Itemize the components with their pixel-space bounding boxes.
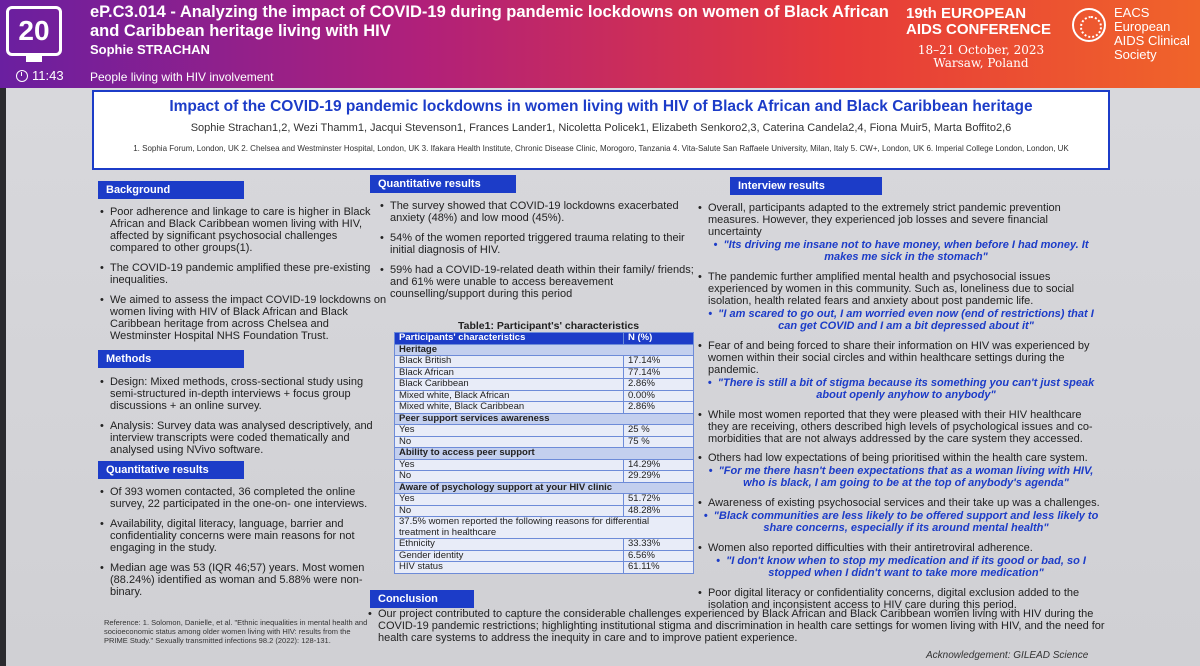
- methods-heading: Methods: [98, 350, 244, 368]
- table-header-row: [395, 333, 694, 345]
- bullet: • Poor adherence and linkage to care is higher in Black African and Black Caribbean women living with HIV, affected by significant psychosocial challenges compared to other groups(1).: [98, 206, 388, 254]
- table-row: [395, 436, 694, 448]
- table-row: [395, 562, 694, 574]
- table-cell-label: Gender identity: [395, 550, 624, 562]
- table-cell-label: Heritage: [395, 344, 694, 356]
- bullet: • 59% had a COVID-19-related death within their family/ friends; and 61% were unable to access bereavement counselling/support during this period: [378, 264, 694, 300]
- interview-bullet: • Women also reported difficulties with their antiretroviral adherence.: [696, 542, 1104, 554]
- table-cell-label: Yes: [395, 494, 624, 506]
- bullet: • The COVID-19 pandemic amplified these pre-existing inequalities.: [98, 262, 388, 286]
- conclusion-paragraph: • Our project contributed to capture the considerable challenges experienced by Black African and Black Caribbean women living with HIV during the COVID-19 pandemic restrictions; highlighting institutional stigma and discrimination in health care settings for women living with HIV, and the need for health care systems to address the inequity in care and to improve patient experience.: [366, 608, 1106, 644]
- talk-track: People living with HIV involvement: [90, 70, 274, 84]
- conference-name: 19th EUROPEAN AIDS CONFERENCE: [906, 5, 1052, 38]
- interview-quote: • "I don't know when to stop my medication and if its good or bad, so I stopped when I didn't want to take more medication": [696, 555, 1104, 579]
- interview-text: [696, 202, 1104, 618]
- poster-affiliations: 1. Sophia Forum, London, UK 2. Chelsea and Westminster Hospital, London, UK 3. Ifakara Health Institute, Chronic Disease Clinic, Morogoro, Tanzania 4. Vita-Salute San Raffaele University, Milan, Italy 5. CW+, London, UK 6. Imperial College London, London, UK: [133, 144, 1069, 153]
- table-row: [395, 448, 694, 460]
- table-cell-label: Yes: [395, 425, 624, 437]
- table-cell-value: 25 %: [624, 425, 694, 437]
- table-row: [395, 425, 694, 437]
- table-row: [395, 494, 694, 506]
- table-header-label: Participants' characteristics: [395, 333, 624, 345]
- table-row: [395, 390, 694, 402]
- table-cell-label: Black African: [395, 367, 624, 379]
- eacs-logo-icon: [1072, 8, 1106, 42]
- table-cell-label: Mixed white, Black Caribbean: [395, 402, 624, 414]
- table-cell-label: Yes: [395, 459, 624, 471]
- table-cell-label: Ethnicity: [395, 539, 624, 551]
- poster-authors: Sophie Strachan1,2, Wezi Thamm1, Jacqui Stevenson1, Frances Lander1, Nicoletta Policek1, Elizabeth Senkoro2,3, Caterina Candela2,4, Fiona Muir5, Marta Boffito2,6: [190, 122, 1012, 134]
- table-row: [395, 471, 694, 483]
- table-cell-value: 61.11%: [624, 562, 694, 574]
- poster: [6, 88, 1200, 666]
- table-header-value: N (%): [624, 333, 694, 345]
- table-cell-value: 14.29%: [624, 459, 694, 471]
- quant-mid-text: [378, 200, 694, 308]
- table-cell-value: 75 %: [624, 436, 694, 448]
- conclusion-heading: Conclusion: [370, 590, 474, 608]
- table-row: [395, 505, 694, 517]
- table-row: [395, 517, 694, 539]
- talk-title: eP.C3.014 - Analyzing the impact of COVID-19 during pandemic lockdowns on women of Black African and Caribbean heritage living with HIV: [90, 3, 889, 40]
- interview-bullet: • Awareness of existing psychosocial services and their take up was a challenges.: [696, 497, 1104, 509]
- table-cell-label: No: [395, 505, 624, 517]
- table-cell-label: Ability to access peer support: [395, 448, 694, 460]
- interview-bullet: • The pandemic further amplified mental health and psychosocial issues experienced by women in this community. Such as, loneliness due to social isolation, health related fears and anxiety about post pandemic life.: [696, 271, 1104, 307]
- table-cell-label: Black Caribbean: [395, 379, 624, 391]
- table-cell-value: 6.56%: [624, 550, 694, 562]
- table-cell-label: Aware of psychology support at your HIV clinic: [395, 482, 694, 494]
- bullet: • We aimed to assess the impact COVID-19 lockdowns on women living with HIV of Black African and Black Caribbean heritage from across Chelsea and Westminster Hospital NHS Foundation Trust.: [98, 294, 388, 342]
- table-row: [395, 413, 694, 425]
- background-text: [98, 206, 388, 350]
- interview-quote: • "Black communities are less likely to be offered support and less likely to share concerns, especially if its around mental health": [696, 510, 1104, 534]
- table-row: [395, 367, 694, 379]
- quant-left-heading: Quantitative results: [98, 461, 244, 479]
- poster-title-box: [92, 90, 1110, 170]
- screen-stand: [26, 56, 42, 62]
- table-caption: Table1: Participant's' characteristics: [458, 320, 640, 332]
- methods-text: [98, 376, 388, 464]
- conference-info: [906, 5, 1056, 70]
- poster-title: Impact of the COVID-19 pandemic lockdowns in women living with HIV of Black African and Black Caribbean heritage: [169, 98, 1033, 115]
- table-cell-value: 2.86%: [624, 379, 694, 391]
- table-cell-label: Mixed white, Black African: [395, 390, 624, 402]
- table-cell-value: 77.14%: [624, 367, 694, 379]
- bullet: • The survey showed that COVID-19 lockdowns exacerbated anxiety (48%) and low mood (45%).: [378, 200, 694, 224]
- table-row: [395, 539, 694, 551]
- interview-bullet: • While most women reported that they were pleased with their HIV healthcare they are receiving, others described high levels of psychological issues and co-morbidities that are not always addressed by the care system they accessed.: [696, 409, 1104, 445]
- slot-number: 20: [18, 15, 50, 46]
- reference: Reference: 1. Solomon, Danielle, et al. "Ethnic inequalities in mental health and socioeconomic status among older women living with HIV: results from the PRIME Study." Sexually transmitted infections 98.2 (2022): 128-131.: [104, 618, 368, 645]
- table-cell-label: No: [395, 471, 624, 483]
- session-header: [0, 0, 1200, 88]
- conclusion-text: [366, 608, 1106, 652]
- table-cell-value: 51.72%: [624, 494, 694, 506]
- table-cell-value: 29.29%: [624, 471, 694, 483]
- bullet: • Of 393 women contacted, 36 completed the online survey, 22 participated in the one-on- one interviews.: [98, 486, 388, 510]
- interview-bullet: • Others had low expectations of being prioritised within the health care system.: [696, 452, 1104, 464]
- conference-dates: [906, 44, 1056, 70]
- society-name: EACS European AIDS Clinical Society: [1114, 5, 1190, 62]
- table-cell-label: Black British: [395, 356, 624, 368]
- table-row: [395, 459, 694, 471]
- table-row: [395, 356, 694, 368]
- interview-bullet: • Overall, participants adapted to the extremely strict pandemic prevention measures. However, they experienced job losses and severe financial uncertainty: [696, 202, 1104, 238]
- quant-left-text: [98, 486, 388, 606]
- bullet: • Median age was 53 (IQR 46;57) years. Most women (88.24%) identified as woman and 5.88% were non-binary.: [98, 562, 388, 598]
- background-heading: Background: [98, 181, 244, 199]
- talk-author: Sophie STRACHAN: [90, 42, 210, 57]
- interview-heading: Interview results: [730, 177, 882, 195]
- acknowledgement: Acknowledgement: GILEAD Science: [926, 650, 1089, 661]
- characteristics-table: [394, 332, 694, 574]
- conference-date-range: 18–21 October, 2023: [917, 43, 1045, 57]
- table-cell-value: 2.86%: [624, 402, 694, 414]
- interview-quote: • "I am scared to go out, I am worried even now (end of restrictions) that I can get COVID and I am a bit depressed about it": [696, 308, 1104, 332]
- clock: [16, 68, 64, 83]
- table-row: [395, 482, 694, 494]
- table-cell-label: 37.5% women reported the following reasons for differential treatment in healthcare: [395, 517, 694, 539]
- bullet: • Analysis: Survey data was analysed descriptively, and interview transcripts were coded thematically and analysed using NVivo software.: [98, 420, 388, 456]
- table-cell-value: 33.33%: [624, 539, 694, 551]
- table-cell-label: No: [395, 436, 624, 448]
- table-cell-value: 0.00%: [624, 390, 694, 402]
- screen-icon: [6, 6, 62, 56]
- bullet: • Design: Mixed methods, cross-sectional study using semi-structured in-depth interviews + focus group discussions + an online survey.: [98, 376, 388, 412]
- interview-bullet: • Fear of and being forced to share their information on HIV was experienced by women within their social circles and within healthcare settings during the pandemic.: [696, 340, 1104, 376]
- interview-quote: • "For me there hasn't been expectations that as a woman living with HIV, who is black, I am going to be at the top of anybody's agenda": [696, 465, 1104, 489]
- bullet: • Availability, digital literacy, language, barrier and confidentiality concerns were main reasons for not engaging in the study.: [98, 518, 388, 554]
- table-cell-value: 48.28%: [624, 505, 694, 517]
- clock-time: 11:43: [32, 68, 64, 83]
- table-row: [395, 344, 694, 356]
- conference-place: Warsaw, Poland: [933, 56, 1029, 70]
- table-row: [395, 379, 694, 391]
- quant-mid-heading: Quantitative results: [370, 175, 516, 193]
- table-cell-value: 17.14%: [624, 356, 694, 368]
- interview-bullet: • Poor digital literacy or confidentiality concerns, digital exclusion added to the isolation and inconsistent access to HIV care during this period.: [696, 587, 1104, 611]
- table-row: [395, 402, 694, 414]
- clock-icon: [16, 70, 28, 82]
- table-cell-label: Peer support services awareness: [395, 413, 694, 425]
- table-row: [395, 550, 694, 562]
- interview-quote: • "There is still a bit of stigma because its something you can't just speak about openly anyhow to anybody": [696, 377, 1104, 401]
- table-cell-label: HIV status: [395, 562, 624, 574]
- bullet: • 54% of the women reported triggered trauma relating to their initial diagnosis of HIV.: [378, 232, 694, 256]
- interview-quote: • "Its driving me insane not to have money, when before I had money. It makes me sick in the stomach": [696, 239, 1104, 263]
